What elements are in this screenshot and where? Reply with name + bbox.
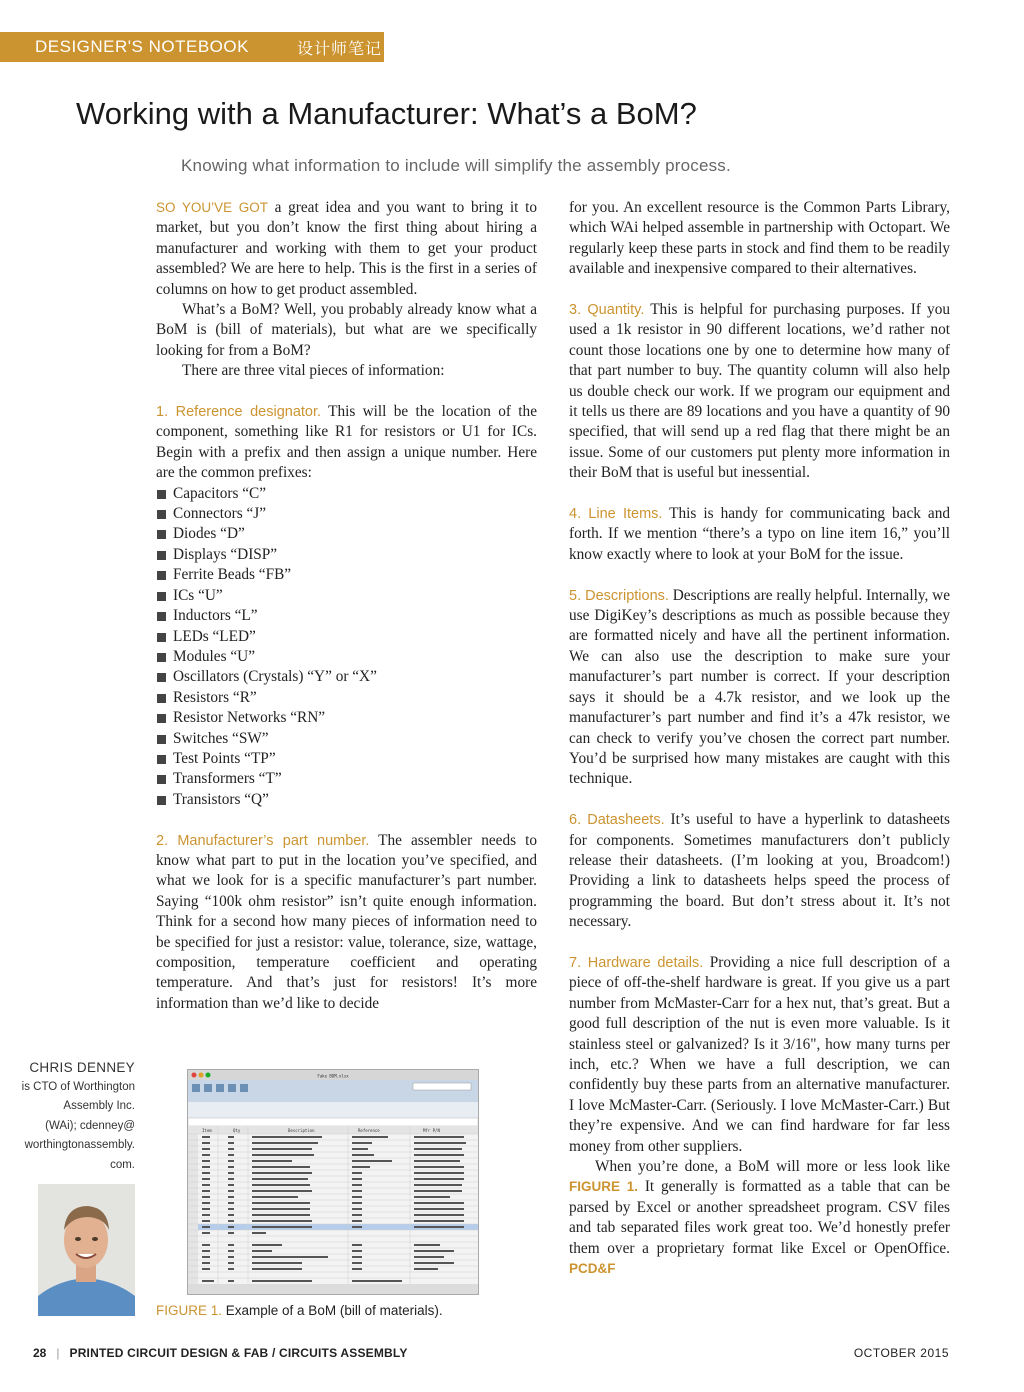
section-5-heading: 5. Descriptions. — [569, 587, 669, 604]
lead-in: SO YOU’VE GOT — [156, 200, 268, 215]
window-title: Fake BOM.xlsx — [317, 1073, 349, 1079]
section-label: DESIGNER'S NOTEBOOK — [35, 37, 249, 56]
section-label-cn: 设计师笔记 — [296, 40, 382, 58]
intro-paragraph: SO YOU’VE GOT a great idea and you want to bring it to market, but you don’t know the first thing about hiring a manufacturer and working with them to get your product assembled? We are here to help. This is the first in a series of columns on how to get product assembled. — [156, 199, 538, 298]
window-close-icon — [192, 1073, 197, 1078]
paragraph-common-parts: for you. An excellent resource is the Common Parts Library, which WAi helped assemble in partnership with Octopart. We regularly keep these parts in stock and find them to be readily available and inexpensive compared to their alternatives. — [569, 199, 950, 278]
list-item: Modules “U” — [156, 647, 537, 667]
page-footer — [33, 1346, 949, 1360]
section-manufacturer-part-number: 2. Manufacturer’s part number. The assembler needs to know what part to put in the location you’ve specified, and what we look for is a specific manufacturer’s part number. Saying “100k ohm resistor” isn’t quite enough information. Think for a second how many pieces of information need to be specified for just a resistor: value, tolerance, size, wattage, composition, temperature coefficient and operating temperature. And that’s just for resistors! It’s more information than we’d like to decide — [156, 831, 537, 1012]
section-quantity: 3. Quantity. This is helpful for purchasing purposes. If you used a 1k resistor in 90 different locations, we’d rather not count those locations one by one to determine how many of that part number to buy. The quantity column will also help us double check our work. If we program our equipment and it tells us there are 89 locations and you have a quantity of 90 specified, that will send up a red flag that there might be an issue. Some of our customers put plenty more information in their BoM that is useful but inessential. — [569, 301, 951, 482]
list-item: Test Points “TP” — [156, 749, 537, 769]
column-left — [156, 198, 537, 1014]
section-7-heading: 7. Hardware details. — [569, 954, 704, 971]
window-minimize-icon — [199, 1073, 204, 1078]
prefix-list — [156, 484, 537, 811]
paragraph-three-pieces: There are three vital pieces of information: — [182, 362, 445, 380]
author-bio-line: Assembly Inc. — [63, 1100, 135, 1112]
list-item: Ferrite Beads “FB” — [156, 565, 537, 585]
footer-separator: | — [56, 1346, 60, 1360]
author-photo — [38, 1184, 135, 1316]
author-bio-line: com. — [110, 1158, 135, 1171]
section-6-heading: 6. Datasheets. — [569, 812, 665, 829]
column-header: Qty — [233, 1128, 241, 1133]
section-header-bar — [0, 32, 384, 62]
list-item: Capacitors “C” — [156, 484, 537, 504]
paragraph-bom-question: What’s a BoM? Well, you probably already know what a BoM is (bill of materials), but what are we specifically looking for from a BoM? — [156, 301, 537, 359]
column-header: Reference — [358, 1128, 380, 1133]
section-4-heading: 4. Line Items. — [569, 506, 663, 523]
section-reference-designator: 1. Reference designator. This will be the location of the component, something like R1 for resistors or U1 for ICs. Begin with a prefix and then assign a unique number. Here are the common prefixes: — [156, 403, 537, 482]
column-header: Mfr P/N — [423, 1128, 440, 1133]
section-descriptions: 5. Descriptions. Descriptions are really helpful. Internally, we use DigiKey’s descriptions as much as possible because they are formatted nicely and have all the pertinent information. We can also use the description to make sure your manufacturer’s part number is correct. If your description says it should be a 4.7k resistor, and we look up the manufacturer’s part number and find it’s a 47k resistor, we can check to verify you’ve chosen the correct part number. You’d be surprised how many mistakes are caught with this technique. — [569, 586, 950, 788]
section-line-items: 4. Line Items. This is handy for communicating back and forth. If we mention “there’s a typo on line item 16,” you’ll know exactly where to look at your BoM for the issue. — [569, 505, 951, 563]
list-item: Resistor Networks “RN” — [156, 708, 537, 728]
article-title: Working with a Manufacturer: What’s a BoM? — [76, 96, 697, 131]
author-bio — [20, 1058, 135, 1175]
list-item: Transformers “T” — [156, 769, 537, 789]
section-1-heading: 1. Reference designator. — [156, 404, 322, 421]
section-hardware-details: 7. Hardware details. Providing a nice full description of a piece of off-the-shelf hardware is great. If you give us a part number from McMaster-Carr for a hex nut, that’s great. But a good full description of the nut is even more valuable. Is it stainless steel or galvanized? Is it 3/16", how many turns per inch, etc.? When we have a full description, we can confidently buy these parts from an alternative manufacturer. I love McMaster-Carr. (Seriously. I love McMaster-Carr.) But they’re expensive. And we can find hardware for far less money from other suppliers. — [569, 953, 950, 1155]
paragraph-closing: When you’re done, a BoM will more or less look like FIGURE 1. It generally is formatted as a table that can be parsed by Excel or another spreadsheet program. CSV files and tab separated files work great too. We’d honestly prefer them over a proprietary format like Excel or OpenOffice. PCD&F — [569, 1158, 950, 1277]
list-item: LEDs “LED” — [156, 627, 537, 647]
section-2-heading: 2. Manufacturer’s part number. — [156, 832, 370, 849]
figure-reference: FIGURE 1. — [569, 1179, 639, 1195]
list-item: Connectors “J” — [156, 504, 537, 524]
column-right — [569, 198, 950, 1279]
list-item: Switches “SW” — [156, 729, 537, 749]
list-item: Resistors “R” — [156, 688, 537, 708]
spreadsheet-graphic — [188, 1070, 478, 1294]
end-mark: PCD&F — [569, 1261, 616, 1277]
page-number: 28 — [33, 1346, 47, 1360]
figure-bom-screenshot — [187, 1069, 479, 1295]
column-header: Description — [288, 1128, 315, 1133]
author-bio-line: is CTO of Worthington — [21, 1080, 135, 1093]
author-bio-line: worthingtonassembly. — [24, 1139, 135, 1151]
window-zoom-icon — [206, 1073, 211, 1078]
list-item: ICs “U” — [156, 586, 537, 606]
author-bio-line: (WAi); cdenney@ — [45, 1119, 135, 1132]
column-header: Item — [202, 1128, 212, 1133]
figure-label: FIGURE 1. — [156, 1303, 223, 1318]
author-name: CHRIS DENNEY — [29, 1060, 135, 1075]
list-item: Transistors “Q” — [156, 790, 537, 810]
section-3-heading: 3. Quantity. — [569, 302, 645, 319]
list-item: Inductors “L” — [156, 606, 537, 626]
article-subtitle: Knowing what information to include will simplify the assembly process. — [181, 156, 731, 175]
author-portrait-graphic — [38, 1184, 135, 1316]
list-item: Oscillators (Crystals) “Y” or “X” — [156, 667, 537, 687]
figure-caption: FIGURE 1. Example of a BoM (bill of materials). — [156, 1303, 443, 1318]
publication-name: PRINTED CIRCUIT DESIGN & FAB / CIRCUITS ASSEMBLY — [69, 1346, 408, 1360]
list-item: Displays “DISP” — [156, 545, 537, 565]
section-datasheets: 6. Datasheets. It’s useful to have a hyperlink to datasheets for components. Sometimes manufacturers don’t publicly release their datasheets. (I’m looking at you, Broadcom!) Providing a link to datasheets helps speed the process of programming the board. But don’t stress about it. It’s not necessary. — [569, 811, 950, 931]
list-item: Diodes “D” — [156, 524, 537, 544]
issue-date: OCTOBER 2015 — [853, 1346, 949, 1360]
